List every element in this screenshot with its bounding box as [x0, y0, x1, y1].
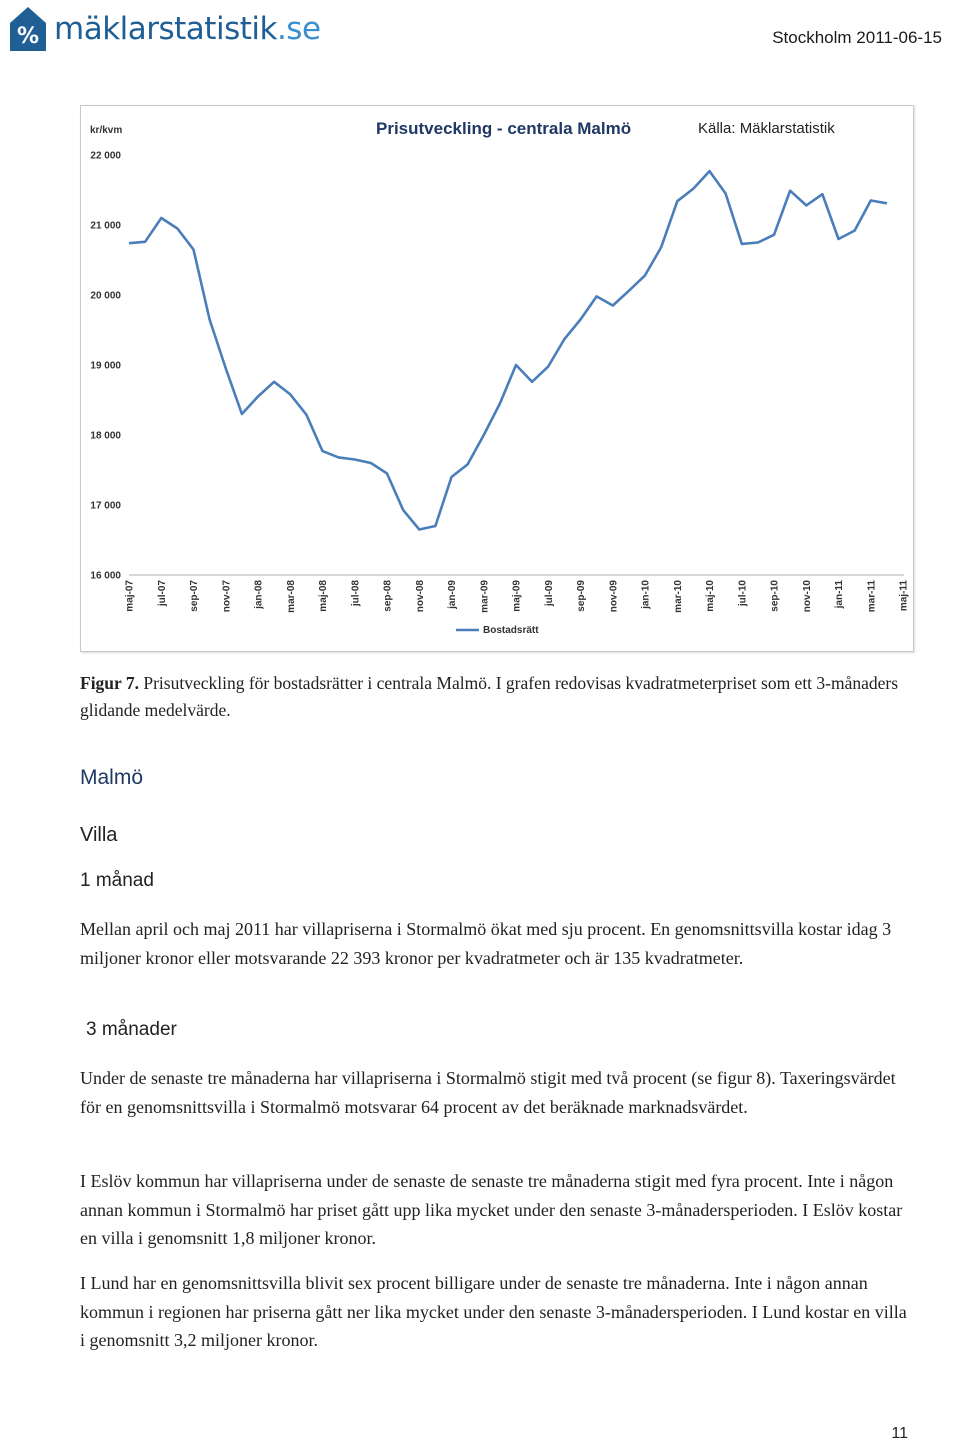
y-tick-label: 17 000	[90, 500, 121, 512]
x-tick-label: jan-11	[834, 580, 845, 609]
chart-y-axis-label: kr/kvm	[90, 125, 123, 136]
y-tick-label: 20 000	[90, 290, 121, 302]
site-logo	[8, 4, 321, 54]
y-tick-label: 19 000	[90, 360, 121, 372]
paragraph-lund: I Lund har en genomsnittsvilla blivit sex procent billigare under de senaste tre månaderna. Inte i någon annan kommun i regionen har priserna gått ner lika mycket under den senaste 3-månadersperioden. I Lund kostar en villa i genomsnitt 3,2 miljoner kronor.	[80, 1273, 907, 1350]
figure-caption	[80, 670, 910, 724]
figure-caption-text: Prisutveckling för bostadsrätter i centrala Malmö. I grafen redovisas kvadratmeterpriset som ett 3-månaders glidande medelvärde.	[80, 673, 899, 720]
chart-title: Prisutveckling - centrala Malmö	[376, 119, 632, 138]
heading-malmo: Malmö	[80, 766, 144, 789]
x-tick-label: jan-10	[640, 580, 652, 609]
location-date: Stockholm 2011-06-15	[772, 28, 942, 47]
x-tick-label: sep-08	[382, 580, 394, 612]
paragraph-1-manad: Mellan april och maj 2011 har villapriserna i Stormalmö ökat med sju procent. En genomsnittsvilla kostar idag 3 miljoner kronor eller motsvarande 22 393 kronor per kvadratmeter och är 135 kvadratmeter.	[80, 919, 892, 968]
y-tick-label: 22 000	[90, 150, 121, 162]
logo-text-main: mäklarstatistik	[54, 11, 277, 47]
x-tick-label: nov-10	[801, 580, 813, 613]
x-tick-label: nov-09	[608, 580, 620, 613]
x-tick-label: maj-08	[318, 580, 329, 612]
x-tick-label: nov-08	[414, 580, 426, 613]
x-tick-label: mar-08	[285, 580, 297, 613]
x-tick-label: sep-10	[769, 580, 781, 612]
legend-label: Bostadsrätt	[483, 625, 539, 636]
y-tick-label: 21 000	[90, 220, 121, 232]
x-tick-label: mar-10	[672, 580, 684, 613]
x-tick-label: sep-09	[576, 580, 587, 612]
x-tick-label: maj-07	[124, 580, 136, 612]
logo-text	[54, 11, 321, 47]
logo-icon-symbol: %	[16, 24, 40, 49]
x-tick-label: jul-07	[156, 580, 168, 607]
figure-caption-label: Figur 7.	[80, 673, 139, 693]
house-percent-icon	[8, 5, 48, 53]
chart-series	[129, 171, 887, 529]
chart-source-note: Källa: Mäklarstatistik	[698, 120, 835, 137]
heading-1-manad: 1 månad	[80, 870, 154, 891]
chart-legend	[456, 625, 539, 636]
x-tick-label: sep-07	[189, 580, 200, 612]
x-tick-label: jan-09	[447, 580, 458, 609]
page-number: 11	[891, 1425, 908, 1442]
y-tick-label: 18 000	[90, 430, 121, 442]
x-tick-label: maj-09	[511, 580, 523, 612]
x-axis-ticks	[125, 580, 910, 613]
heading-3-manader: 3 månader	[86, 1019, 177, 1040]
price-chart-svg	[81, 106, 913, 651]
x-tick-label: mar-09	[479, 580, 491, 613]
logo-text-tld: .se	[276, 11, 321, 47]
y-tick-label: 16 000	[90, 570, 121, 582]
x-tick-label: jul-10	[737, 580, 749, 607]
x-tick-label: jul-09	[543, 580, 555, 607]
paragraph-3-manader: Under de senaste tre månaderna har villapriserna i Stormalmö stigit med två procent (se figur 8). Taxeringsvärdet för en genomsnittsvilla i Stormalmö motsvarar 64 procent av det beräknade marknadsvärdet.	[80, 1068, 896, 1117]
paragraph-eslov: I Eslöv kommun har villapriserna under de senaste de senaste tre månaderna stigit med fyra procent. Inte i någon annan kommun i Stormalmö har priset gått upp lika mycket under den senaste 3-månadersperioden. I Eslöv kostar en villa i genomsnitt 1,8 miljoner kronor.	[80, 1171, 903, 1248]
x-tick-label: mar-11	[866, 580, 878, 613]
x-tick-label: jul-08	[350, 580, 362, 607]
price-chart	[80, 105, 914, 652]
y-axis-ticks	[90, 151, 121, 582]
x-tick-label: nov-07	[221, 580, 233, 613]
series-line-bostadsrätt	[129, 171, 887, 529]
heading-villa: Villa	[80, 824, 118, 846]
x-tick-label: maj-11	[898, 580, 910, 612]
x-tick-label: jan-08	[253, 580, 265, 609]
x-tick-label: maj-10	[705, 580, 716, 612]
